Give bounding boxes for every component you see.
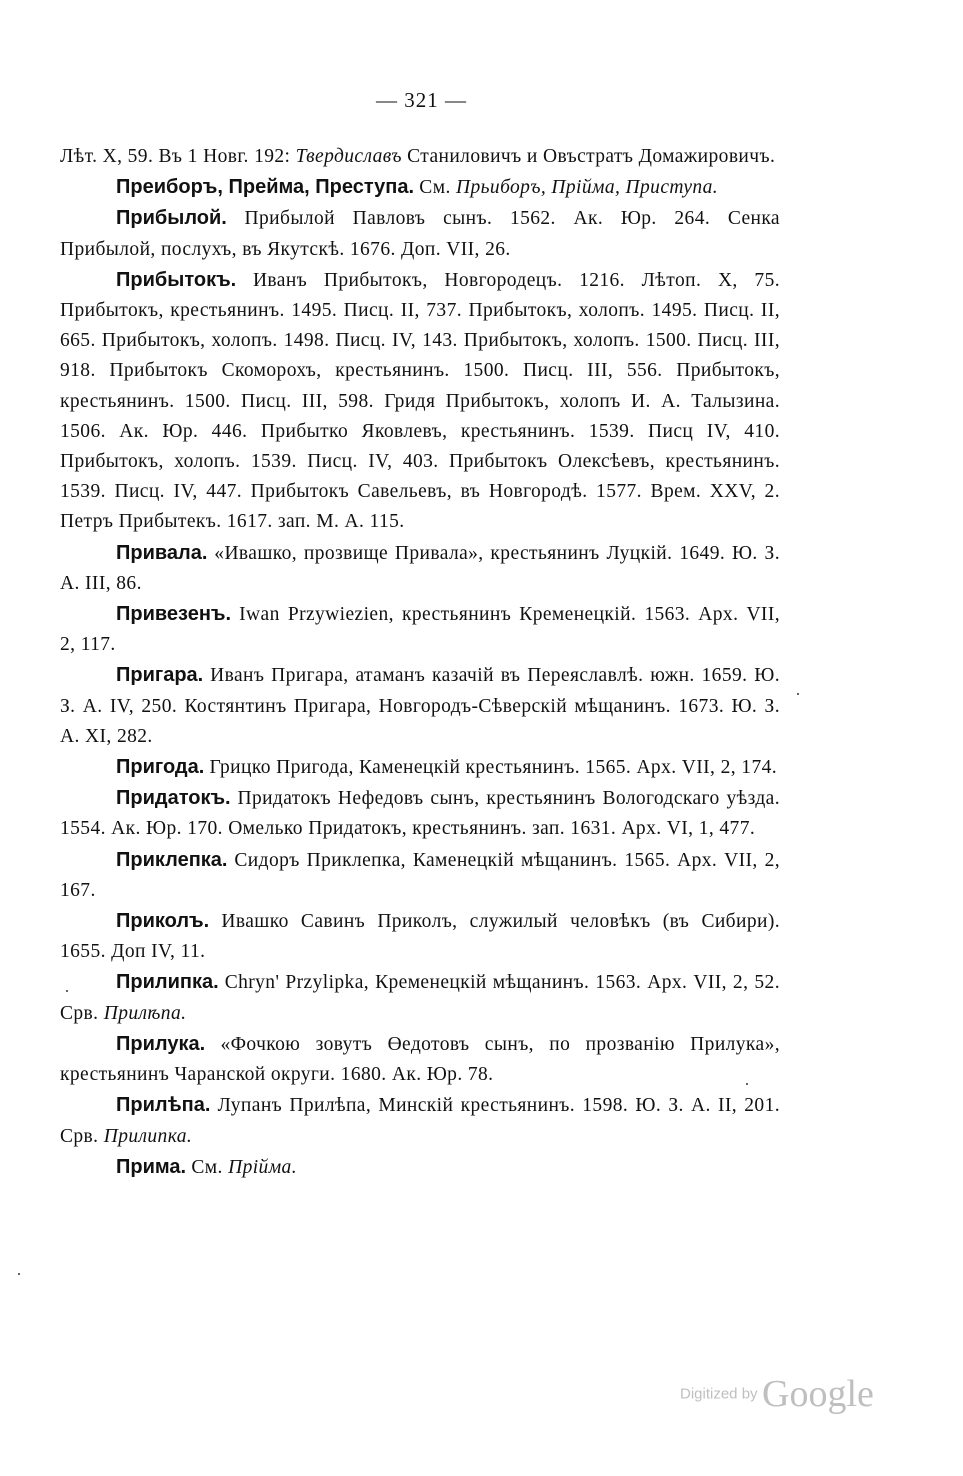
scan-speck xyxy=(18,1273,20,1275)
dictionary-entry xyxy=(60,967,780,1028)
entry-text: Иванъ Пригара, атаманъ казачій въ Переяславлѣ. южн. 1659. Ю. З. А. IV, 250. Костянтинъ Пригара, Новгородъ-Сѣверскій мѣщанинъ. 1673. Ю. З. А. XI, 282. xyxy=(60,665,780,747)
scan-speck xyxy=(797,693,799,695)
entry-headword: Прилѣпа. xyxy=(116,1094,211,1117)
digitized-by-google-watermark xyxy=(680,1372,874,1416)
entry-headword: Пригода. xyxy=(116,756,205,779)
entry-headword: Пригара. xyxy=(116,664,204,687)
scan-speck xyxy=(66,990,68,992)
dictionary-entry xyxy=(60,752,780,783)
continuation-text: Лѣт. X, 59. Въ 1 Новг. 192: xyxy=(60,146,296,167)
entry-text: Иванъ Прибытокъ, Новгородецъ. 1216. Лѣтоп. X, 75. Прибытокъ, крестьянинъ. 1495. Писц. II, 737. Прибытокъ, холопъ. 1495. Писц. II, 665. Прибытокъ, холопъ. 1498. Писц. IV, 143. Прибытокъ, холопъ. 1500. Писц. III, 918. Прибытокъ Скоморохъ, крестьянинъ. 1500. Писц. III, 556. Прибытокъ, крестьянинъ. 1500. Писц. III, 598. Гридя Прибытокъ, холопъ И. А. Талызина. 1506. Ак. Юр. 446. Прибытко Яковлевъ, крестьянинъ. 1539. Писц IV, 410. Прибытокъ, холопъ. 1539. Писц. IV, 403. Прибытокъ Олексѣевъ, крестьянинъ. 1539. Писц. IV, 447. Прибытокъ Савельевъ, въ Новгородѣ. 1577. Врем. XXV, 2. Петръ Прибытекъ. 1617. зап. М. А. 115. xyxy=(60,269,780,533)
watermark-prefix: Digitized by xyxy=(680,1385,758,1403)
entry-text: Лупанъ Прилѣпа, Минскій крестьянинъ. 1598. Ю. З. А. II, 201. Срв. xyxy=(60,1095,780,1147)
dictionary-entry xyxy=(60,1029,780,1090)
entry-text: См. xyxy=(414,177,457,199)
entry-crossref: Прилипка. xyxy=(103,1125,193,1147)
entry-headword: Приколъ. xyxy=(116,910,210,933)
entry-headword: Прима. xyxy=(116,1155,187,1178)
entry-headword: Прибылой. xyxy=(116,207,227,230)
dictionary-entry xyxy=(60,660,780,752)
dictionary-entry xyxy=(60,172,780,203)
page-number: — 321 — xyxy=(376,88,467,112)
entry-text: Iwan Przywiezien, крестьянинъ Кременецкій. 1563. Арх. VII, 2, 117. xyxy=(60,604,780,656)
entry-text: Придатокъ Нефедовъ сынъ, крестьянинъ Вологодскаго уѣзда. 1554. Ак. Юр. 170. Омелько Придатокъ, крестьянинъ. зап. 1631. Арх. VI, 1, 477. xyxy=(60,788,780,840)
entry-crossref: Прійма. xyxy=(228,1156,297,1178)
continuation-paragraph xyxy=(60,142,780,172)
continuation-italic-text: Твердиславъ xyxy=(295,146,402,167)
entry-headword: Привезенъ. xyxy=(116,603,232,626)
entry-headword: Придатокъ. xyxy=(116,787,231,810)
watermark-logo: Google xyxy=(762,1373,874,1415)
entry-text: Сидоръ Приклепка, Каменецкій мѣщанинъ. 1565. Арх. VII, 2, 167. xyxy=(60,849,780,901)
entry-headword: Прилука. xyxy=(116,1032,206,1055)
entry-crossref: Прьиборъ, Прійма, Приступа. xyxy=(456,177,719,199)
scan-speck xyxy=(746,1083,748,1085)
dictionary-entry xyxy=(60,265,780,538)
entry-text: Chryn' Przylipka, Кременецкій мѣщанинъ. 1563. Арх. VII, 2, 52. Срв. xyxy=(60,972,780,1024)
entry-headword: Прибытокъ. xyxy=(116,268,237,291)
entry-text: Ивашко Савинъ Приколъ, служилый человѣкъ (въ Сибири). 1655. Доп IV, 11. xyxy=(60,911,780,963)
entry-text: «Ивашко, прозвище Привала», крестьянинъ Луцкій. 1649. Ю. З. А. III, 86. xyxy=(60,542,780,594)
dictionary-entry xyxy=(60,203,780,264)
dictionary-entry xyxy=(60,906,780,967)
entry-crossref: Прилѣпа. xyxy=(103,1002,187,1024)
entry-text: См. xyxy=(186,1156,229,1178)
entry-headword: Привала. xyxy=(116,541,208,564)
dictionary-entry xyxy=(60,599,780,660)
entry-text: Грицко Пригода, Каменецкій крестьянинъ. 1565. Арх. VII, 2, 174. xyxy=(204,757,778,779)
entry-headword: Приклепка. xyxy=(116,848,228,871)
continuation-text-tail: Станиловичъ и Овъстратъ Домажировичъ. xyxy=(401,146,776,167)
entry-text: Прибылой Павловъ сынъ. 1562. Ак. Юр. 264. Сенка Прибылой, послухъ, въ Якутскѣ. 1676. Доп. VII, 26. xyxy=(60,208,780,260)
dictionary-entry xyxy=(60,538,780,599)
dictionary-entry xyxy=(60,783,780,844)
entry-text: «Фочкою зовутъ Өедотовъ сынъ, по прозванію Прилука», крестьянинъ Чаранской округи. 1680. Ак. Юр. 78. xyxy=(60,1033,780,1086)
dictionary-text xyxy=(60,142,780,1183)
entry-headword: Прилипка. xyxy=(116,971,219,994)
dictionary-entry xyxy=(60,1152,780,1183)
dictionary-entry xyxy=(60,845,780,906)
dictionary-entry xyxy=(60,1090,780,1151)
entry-headword: Преиборъ, Прейма, Преступа. xyxy=(116,176,415,199)
